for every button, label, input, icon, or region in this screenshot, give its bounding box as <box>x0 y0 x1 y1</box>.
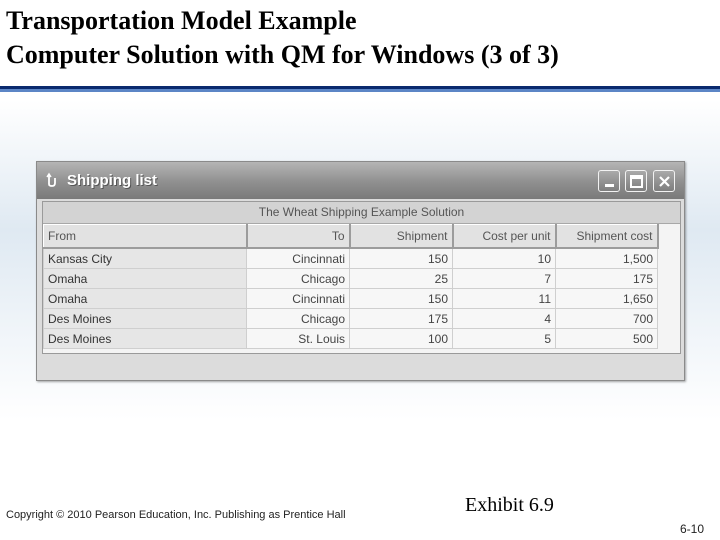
cell-shipment[interactable]: 150 <box>350 289 453 309</box>
cell-cost-per-unit[interactable]: 11 <box>453 289 556 309</box>
cell-from[interactable]: Omaha <box>44 289 247 309</box>
cell-from[interactable]: Kansas City <box>44 248 247 269</box>
column-header-cost-per-unit[interactable]: Cost per unit <box>453 225 556 249</box>
column-header-to[interactable]: To <box>247 225 350 249</box>
table-row[interactable] <box>44 309 658 329</box>
copyright-notice: Copyright © 2010 Pearson Education, Inc. Publishing as Prentice Hall <box>6 509 346 521</box>
maximize-button[interactable] <box>625 170 647 192</box>
cell-shipment-cost[interactable]: 500 <box>556 329 658 349</box>
shipping-list-window <box>36 161 685 381</box>
page-number: 6-10 <box>679 522 704 536</box>
maximize-icon <box>626 171 648 193</box>
title-rule-accent <box>0 89 720 92</box>
slide-title-line-2: Computer Solution with QM for Windows (3 of 3) <box>6 40 559 69</box>
cell-to[interactable]: Chicago <box>247 269 350 289</box>
close-icon <box>654 171 676 193</box>
window-titlebar[interactable] <box>37 162 684 199</box>
cell-from[interactable]: Des Moines <box>44 329 247 349</box>
column-header-shipment-cost[interactable]: Shipment cost <box>556 225 658 249</box>
exhibit-label: Exhibit 6.9 <box>465 494 554 516</box>
cell-shipment-cost[interactable]: 175 <box>556 269 658 289</box>
cell-from[interactable]: Des Moines <box>44 309 247 329</box>
table-row[interactable] <box>44 248 658 269</box>
cell-shipment-cost[interactable]: 1,500 <box>556 248 658 269</box>
cell-cost-per-unit[interactable]: 4 <box>453 309 556 329</box>
cell-shipment[interactable]: 175 <box>350 309 453 329</box>
cell-shipment-cost[interactable]: 700 <box>556 309 658 329</box>
minimize-button[interactable] <box>598 170 620 192</box>
grid-caption: The Wheat Shipping Example Solution <box>43 202 680 224</box>
cell-shipment[interactable]: 150 <box>350 248 453 269</box>
slide-title <box>6 4 559 72</box>
cell-from[interactable]: Omaha <box>44 269 247 289</box>
column-header-shipment[interactable]: Shipment <box>350 225 453 249</box>
table-row[interactable] <box>44 289 658 309</box>
slide-title-line-1: Transportation Model Example <box>6 6 357 35</box>
table-header-row <box>44 225 658 249</box>
table-row[interactable] <box>44 329 658 349</box>
cell-cost-per-unit[interactable]: 7 <box>453 269 556 289</box>
close-button[interactable] <box>653 170 675 192</box>
table-row[interactable] <box>44 269 658 289</box>
window-app-icon <box>45 172 59 188</box>
cell-shipment-cost[interactable]: 1,650 <box>556 289 658 309</box>
cell-to[interactable]: St. Louis <box>247 329 350 349</box>
solution-grid <box>42 201 681 354</box>
cell-shipment[interactable]: 100 <box>350 329 453 349</box>
column-header-from[interactable]: From <box>44 225 247 249</box>
cell-cost-per-unit[interactable]: 5 <box>453 329 556 349</box>
cell-to[interactable]: Cincinnati <box>247 248 350 269</box>
cell-cost-per-unit[interactable]: 10 <box>453 248 556 269</box>
cell-shipment[interactable]: 25 <box>350 269 453 289</box>
cell-to[interactable]: Cincinnati <box>247 289 350 309</box>
window-title: Shipping list <box>67 172 157 189</box>
shipping-table <box>43 224 659 349</box>
minimize-icon <box>599 171 621 193</box>
cell-to[interactable]: Chicago <box>247 309 350 329</box>
